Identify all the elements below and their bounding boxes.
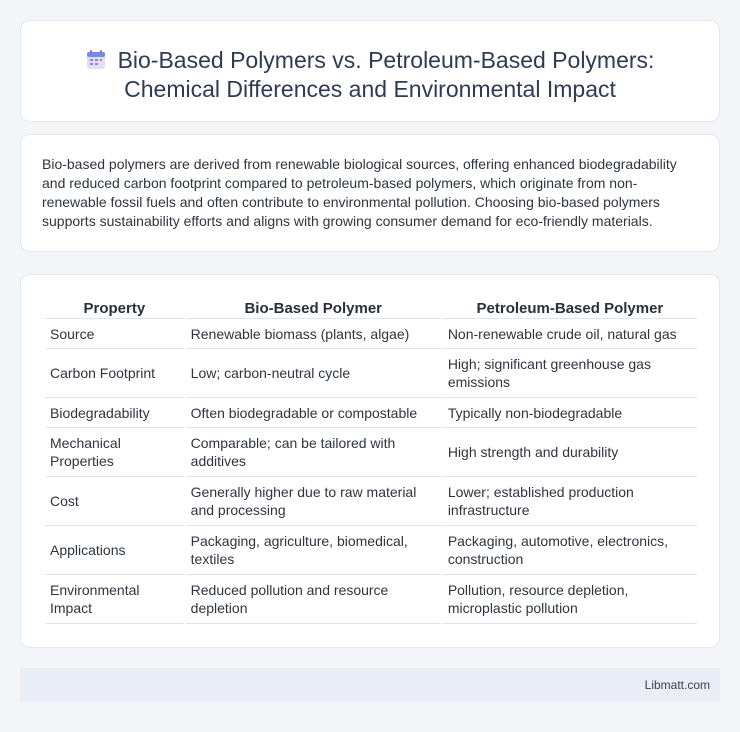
table-cell: Reduced pollution and resource depletion [186, 575, 441, 624]
title-text: Bio-Based Polymers vs. Petroleum-Based Polymers: Chemical Differences and Environmental Impact [117, 47, 655, 102]
header-card [20, 20, 720, 122]
table-cell: Cost [45, 477, 184, 526]
table-row [45, 428, 697, 477]
calendar-icon [86, 50, 106, 70]
comparison-table [43, 297, 699, 624]
table-cell: Packaging, automotive, electronics, construction [443, 526, 697, 575]
table-cell: Source [45, 319, 184, 349]
table-cell: Often biodegradable or compostable [186, 398, 441, 428]
table-row [45, 477, 697, 526]
table-cell: Low; carbon-neutral cycle [186, 349, 441, 398]
table-cell: High; significant greenhouse gas emissions [443, 349, 697, 398]
table-header-row [45, 297, 697, 319]
table-cell: Typically non-biodegradable [443, 398, 697, 428]
intro-paragraph: Bio-based polymers are derived from renewable biological sources, offering enhanced biodegradability and reduced carbon footprint compared to petroleum-based polymers, which originate from non-renewable fossil fuels and often contribute to environmental pollution. Choosing bio-based polymers supports sustainability efforts and aligns with growing consumer demand for eco-friendly materials. [42, 156, 677, 229]
page-title [21, 46, 719, 104]
table-row [45, 349, 697, 398]
table-cell: Applications [45, 526, 184, 575]
column-header-property: Property [45, 297, 184, 319]
table-row [45, 319, 697, 349]
table-cell: Environmental Impact [45, 575, 184, 624]
table-cell: Lower; established production infrastructure [443, 477, 697, 526]
table-cell: Packaging, agriculture, biomedical, textiles [186, 526, 441, 575]
table-cell: Mechanical Properties [45, 428, 184, 477]
table-cell: Carbon Footprint [45, 349, 184, 398]
table-row [45, 398, 697, 428]
table-cell: Renewable biomass (plants, algae) [186, 319, 441, 349]
column-header-bio: Bio-Based Polymer [186, 297, 441, 319]
table-row [45, 526, 697, 575]
table-cell: Generally higher due to raw material and processing [186, 477, 441, 526]
footer [20, 668, 720, 702]
table-cell: Pollution, resource depletion, microplastic pollution [443, 575, 697, 624]
table-cell: Comparable; can be tailored with additives [186, 428, 441, 477]
intro-card [20, 134, 720, 252]
comparison-table-card [20, 274, 720, 648]
footer-site-link[interactable]: Libmatt.com [644, 678, 710, 692]
table-cell: Non-renewable crude oil, natural gas [443, 319, 697, 349]
table-cell: High strength and durability [443, 428, 697, 477]
table-cell: Biodegradability [45, 398, 184, 428]
column-header-petroleum: Petroleum-Based Polymer [443, 297, 697, 319]
table-row [45, 575, 697, 624]
